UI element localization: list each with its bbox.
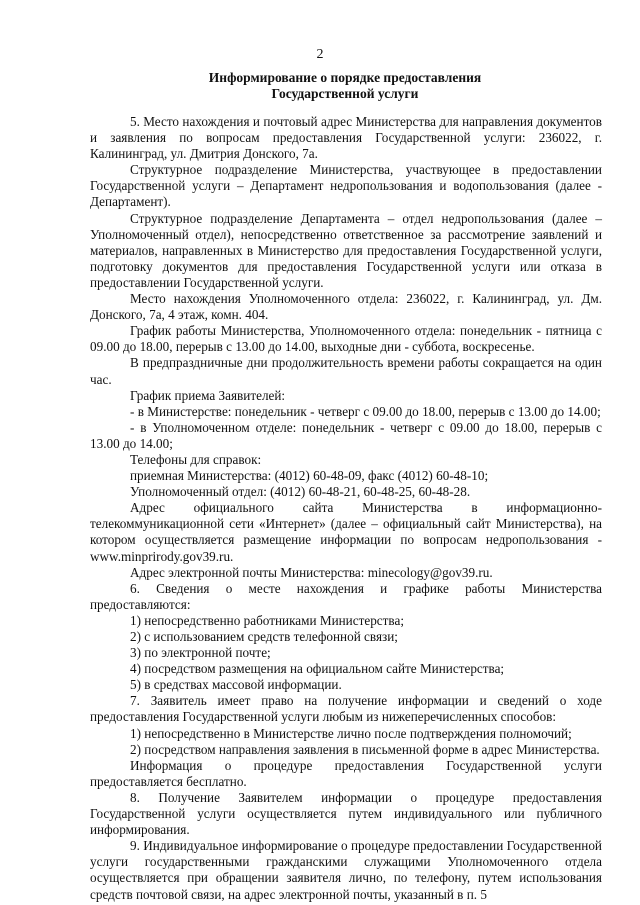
list-item-6-3: 3) по электронной почте; [130, 645, 271, 661]
paragraph-phone-office: Уполномоченный отдел: (4012) 60-48-21, 60-48-25, 60-48-28. [130, 484, 471, 500]
paragraph-free-info: Информация о процедуре предоставления Государственной услуги предоставляется бесплатно. [90, 757, 602, 789]
paragraph-department-unit: Структурное подразделение Департамента – отдел недропользования (далее – Уполномоченный отдел), непосредственно ответственное за рассмотрение заявлений и материалов, направленных в Министерство для предоставления Государственной услуги, подготовку документов для предоставления Государственной услуги или отказа в предоставлении Государственной услуги. [90, 210, 602, 290]
section-title [80, 70, 610, 102]
paragraph-reception-heading: График приема Заявителей: [130, 387, 286, 403]
paragraph-work-schedule: График работы Министерства, Уполномоченного отдела: понедельник - пятница с 09.00 до 18.00, перерыв с 13.00 до 14.00, выходные дни - суббота, воскресенье. [90, 323, 602, 355]
page-number: 2 [316, 47, 324, 62]
title-line-1: Информирование о порядке предоставления [208, 70, 482, 85]
paragraph-7: 7. Заявитель имеет право на получение информации и сведений о ходе предоставления Государственной услуги любым из нижеперечисленных способов: [90, 693, 602, 725]
paragraph-office-location: Место нахождения Уполномоченного отдела: 236022, г. Калининград, ул. Дм. Донского, 7а, 4 этаж, комн. 404. [90, 291, 602, 323]
list-item-7-1: 1) непосредственно в Министерстве лично после подтверждения полномочий; [130, 725, 572, 741]
title-line-2: Государственной услуги [271, 86, 419, 101]
paragraph-9: 9. Индивидуальное информирование о процедуре предоставлении Государственной услуги государственными гражданскими служащими Уполномоченного отдела осуществляется при обращении заявителя лично, по телефону, путем использования средств почтовой связи, на адрес электронной почты, указанный в п. 5 [90, 838, 602, 902]
list-item-6-1: 1) непосредственно работниками Министерства; [130, 612, 404, 628]
paragraph-structural-unit: Структурное подразделение Министерства, участвующее в предоставлении Государственной услуги – Департамент недропользования и водопользования (далее - Департамент). [90, 162, 602, 210]
paragraph-phones-heading: Телефоны для справок: [130, 451, 262, 467]
paragraph-reception-office: - в Уполномоченном отделе: понедельник - четверг с 09.00 до 18.00, перерыв с 13.00 до 14.00; [90, 419, 602, 451]
list-item-6-5: 5) в средствах массовой информации. [130, 677, 342, 693]
list-item-6-2: 2) с использованием средств телефонной связи; [130, 629, 398, 644]
paragraph-8: 8. Получение Заявителем информации о процедуре предоставления Государственной услуги осуществляется путем индивидуального или публичного информирования. [90, 789, 602, 838]
paragraph-reception-ministry: - в Министерстве: понедельник - четверг с 09.00 до 18.00, перерыв с 13.00 до 14.00; [130, 403, 601, 419]
paragraph-6: 6. Сведения о месте нахождения и графике работы Министерства предоставляются: [90, 580, 602, 612]
list-item-6-4: 4) посредством размещения на официальном сайте Министерства; [130, 661, 505, 677]
paragraph-phone-ministry: приемная Министерства: (4012) 60-48-09, факс (4012) 60-48-10; [130, 468, 489, 484]
paragraph-email: Адрес электронной почты Министерства: minecology@gov39.ru. [130, 564, 493, 580]
list-item-7-2: 2) посредством направления заявления в письменной форме в адрес Министерства. [130, 741, 600, 757]
paragraph-preholiday: В предпраздничные дни продолжительность времени работы сокращается на один час. [90, 355, 602, 387]
document-body [90, 114, 602, 903]
paragraph-5: 5. Место нахождения и почтовый адрес Министерства для направления документов и заявления по вопросам предоставления Государственной услуги: 236022, г. Калининград, ул. Дмитрия Донского, 7а. [90, 114, 602, 162]
paragraph-website: Адрес официального сайта Министерства в информационно-телекоммуникационной сети «Интернет» (далее – официальный сайт Министерства), на котором осуществляется размещение информации по вопросам недропользования - www.minprirody.gov39.ru. [90, 500, 602, 564]
